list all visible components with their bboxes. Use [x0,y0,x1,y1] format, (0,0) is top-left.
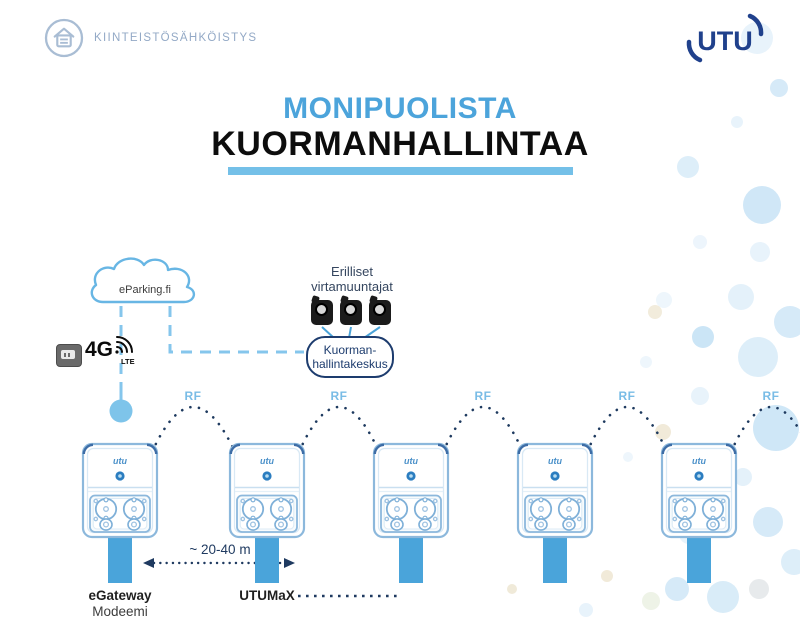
svg-text:utu: utu [260,456,274,466]
svg-text:utu: utu [692,456,706,466]
station-label [192,588,342,604]
brand-name: KIINTEISTÖSÄHKÖISTYS [94,32,258,44]
background-bubble [601,570,613,582]
rf-label: RF [330,389,348,403]
title-line1: MONIPUOLISTA [283,92,517,125]
cloud-label: eParking.fi [119,284,171,296]
load-center-line2: hallintakeskus [312,357,388,371]
station-post [687,535,711,583]
background-bubble [642,592,660,610]
rf-label: RF [762,389,780,403]
title-line2: KUORMANHALLINTAA [211,125,589,163]
4g-label: 4G [85,338,114,361]
svg-text:utu: utu [548,456,562,466]
station-subname: Modeemi [92,604,148,619]
background-bubble [749,579,769,599]
background-bubble [753,405,799,451]
charging-station-graphic [516,442,594,539]
rf-label: RF [184,389,202,403]
antenna-dot [110,400,133,423]
station-label [45,588,195,620]
transformers-label-line2: virtamuuntajat [311,279,393,294]
svg-text:utu: utu [113,456,127,466]
rf-label: RF [474,389,492,403]
background-bubble [507,584,517,594]
background-bubble [579,603,593,617]
background-bubble [707,581,739,613]
background-bubble [743,186,781,224]
current-transformer-icon [340,300,362,325]
modem-icon [56,344,82,367]
utu-logo-text: UTU [697,26,753,56]
distance-label: ~ 20-40 m [189,542,251,557]
cloud-icon [86,252,204,310]
background-bubble [665,577,689,601]
transformers-label [292,264,412,294]
station-name: eGateway [88,588,152,603]
charging-station-graphic [81,442,159,539]
background-bubble [640,356,652,368]
charging-station [228,442,306,539]
rf-arc [443,407,523,452]
eparking-cloud [86,252,204,310]
utu-logo-icon [686,12,764,64]
transformers-label-line1: Erilliset [331,264,373,279]
house-icon [44,18,84,58]
station-post [543,535,567,583]
title-underline [228,167,573,175]
charging-station [516,442,594,539]
charging-station-graphic [660,442,738,539]
load-center-line1: Kuorman- [323,343,377,357]
current-transformer-icon [369,300,391,325]
arrow-left-head [143,558,154,568]
background-bubble [774,306,800,338]
background-bubble [738,337,778,377]
charging-station-graphic [372,442,450,539]
rf-arc [299,407,379,452]
station-post [399,535,423,583]
load-center-box [306,336,394,378]
background-bubble [691,387,709,405]
cloud-to-loadcenter-line [170,306,304,352]
svg-text:utu: utu [404,456,418,466]
brand-logo [44,18,257,58]
station-name: UTUMaX [239,588,295,603]
charging-station [372,442,450,539]
background-bubble [692,326,714,348]
page-title [0,92,800,162]
utu-logo [686,12,764,69]
background-bubble [781,549,800,575]
rf-arc [152,407,235,452]
background-bubble [728,284,754,310]
wifi-signal-icon [113,333,137,355]
arrow-right-head [284,558,295,568]
background-bubble [655,424,671,440]
background-bubble [648,305,662,319]
current-transformer-icon [311,300,333,325]
charging-station [81,442,159,539]
background-bubble [750,242,770,262]
background-bubble [693,235,707,249]
charging-station-graphic [228,442,306,539]
charging-station [660,442,738,539]
background-bubble [623,452,633,462]
background-bubble [753,507,783,537]
station-post [108,535,132,583]
lte-label: LTE [121,357,135,366]
rf-label: RF [618,389,636,403]
